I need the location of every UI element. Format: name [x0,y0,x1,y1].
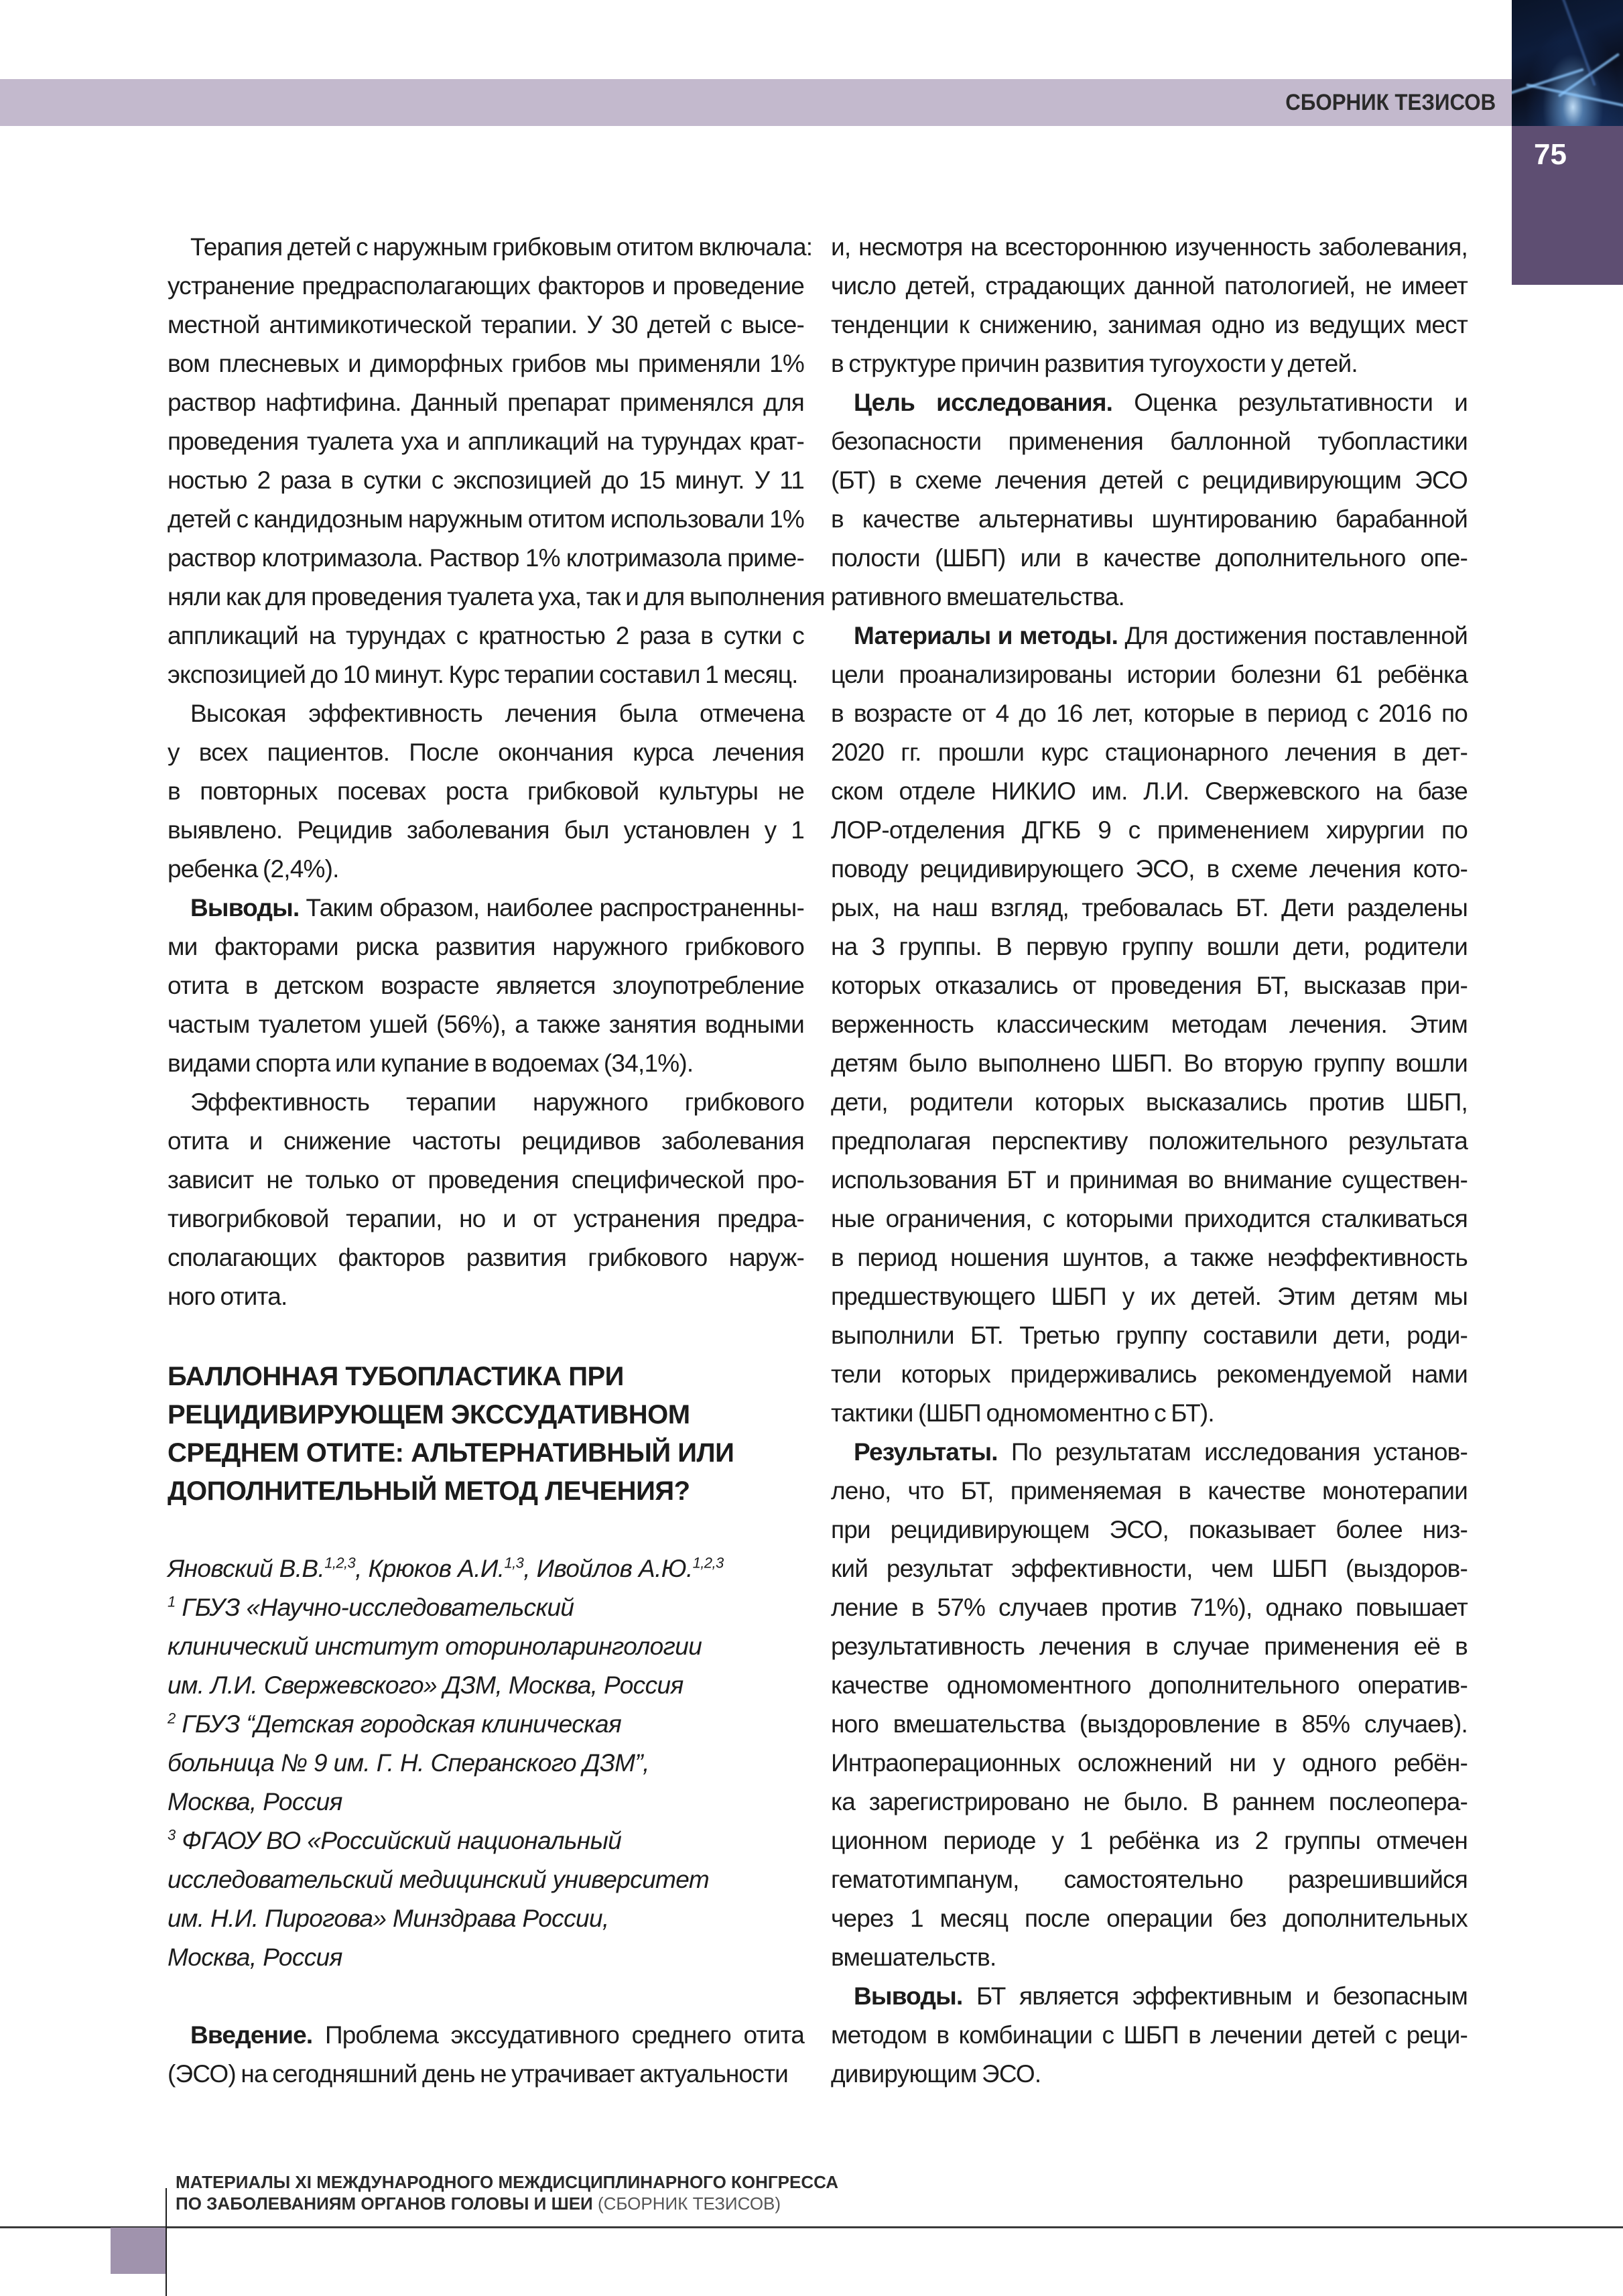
affiliation-text: им. Н.И. Пирогова» Минздрава России, [168,1905,609,1932]
affiliation-line [168,1860,804,1899]
text-line: в структуре причин развития тугоухости у детей. [831,350,1358,377]
affiliation-line [168,1705,804,1744]
affiliation-number: 2 [168,1710,176,1727]
affiliation-text: исследовательский медицинский университет [168,1866,710,1893]
section-lead: Введение. [190,2021,313,2049]
text-line: отита в детском возрасте является злоупотребление [168,972,804,999]
text-line [831,383,1468,422]
text-line: проведения туалета уха и аппликаций на турундах крат- [168,428,804,455]
text-line: тактики (ШБП одномоментно с БТ). [831,1399,1214,1427]
text-line: Интраоперационных осложнений ни у одного ребён- [831,1749,1468,1777]
text-line: зависит не только от проведения специфической про- [168,1166,804,1194]
running-header-title: СБОРНИК ТЕЗИСОВ [1285,90,1496,115]
text-line: ми факторами риска развития наружного грибкового [168,933,804,960]
text-line [168,2016,804,2055]
text-line: ностью 2 раза в сутки с экспозицией до 15 минут. У 11 [168,466,804,494]
footer-line-1: МАТЕРИАЛЫ XI МЕЖДУНАРОДНОГО МЕЖДИСЦИПЛИНАРНОГО КОНГРЕССА [176,2172,839,2192]
affiliation-number: 3 [168,1826,176,1844]
text-line: (ЭСО) на сегодняшний день не утрачивает актуальности [168,2060,788,2088]
paragraph-results [831,1433,1468,1977]
text-line: выполнили БТ. Третью группу составили дети, роди- [831,1322,1468,1349]
text-line: верженность классическим методам лечения. Этим [831,1011,1468,1038]
section-text: Оценка результативности и [1112,389,1468,416]
text-line: число детей, страдающих данной патологией, не имеет [831,272,1468,300]
text-line: поводу рецидивирующего ЭСО, в схеме лечения кото- [831,855,1468,883]
text-line: 2020 гг. прошли курс стационарного лечения в дет- [831,739,1468,766]
text-line: сполагающих факторов развития грибкового наруж- [168,1244,804,1271]
affiliation-line [168,1783,804,1822]
affiliation-line [168,1899,804,1938]
author-affiliation-ref: 1,2,3 [692,1554,724,1572]
text-line: вом плесневых и диморфных грибов мы применяли 1% [168,350,804,377]
text-line: в качестве альтернативы шунтированию барабанной [831,505,1468,533]
text-line: на 3 группы. В первую группу вошли дети, родители [831,933,1468,960]
footer-rule [0,2226,1623,2228]
affiliation-line [168,1666,804,1705]
right-column [831,228,1468,2094]
text-line: дети, родители которых высказались против ШБП, [831,1088,1468,1116]
authors-line: Яновский В.В.$^{1,2,3}$, Крюков А.И.$^{1,3}$, Ивойлов А.Ю.$^{1,2,3}$ [168,1554,724,1582]
text-line: раствор клотримазола. Раствор 1% клотримазола приме- [168,544,804,572]
text-line: тели которых придерживались рекомендуемой нами [831,1360,1468,1388]
text-line: ка зарегистрировано не было. В раннем послеопера- [831,1788,1468,1815]
text-line: Эффективность терапии наружного грибкового [190,1088,804,1116]
paragraph-conclusions [168,889,804,1083]
text-line: и, несмотря на всестороннюю изученность заболевания, [831,233,1468,261]
affiliation-text: ГБУЗ «Научно-исследовательский [182,1594,574,1621]
author-name: Яновский В.В. [168,1555,325,1582]
affiliation-text: клинический институт оториноларингологии [168,1633,702,1660]
text-line: раствор нафтифина. Данный препарат применялся для [168,389,804,416]
affiliation-number: 1 [168,1593,176,1610]
page-number: 75 [1534,138,1567,171]
section-lead: Результаты. [854,1438,998,1466]
text-line: которых отказались от проведения БТ, высказав при- [831,972,1468,999]
paragraph-therapy [168,228,825,694]
decorative-light-image [1512,0,1623,126]
text-line: частым туалетом ушей (56%), а также занятия водными [168,1011,804,1038]
text-line: местной антимикотической терапии. У 30 детей с высе- [168,311,804,338]
text-line: ративного вмешательства. [831,583,1124,611]
text-line: няли как для проведения туалета уха, так и для выполнения [168,583,825,611]
text-line: устранение предрасполагающих факторов и проведение [168,272,804,300]
footer-journal-title [176,2171,838,2214]
footer-line-2-note: (СБОРНИК ТЕЗИСОВ) [592,2193,781,2214]
section-lead: Материалы и методы. [854,622,1118,649]
text-line [831,617,1468,655]
text-line: детям было выполнено ШБП. Во вторую группу вошли [831,1049,1468,1077]
text-line: полости (ШБП) или в качестве дополнительного опе- [831,544,1468,572]
footer-line-2: ПО ЗАБОЛЕВАНИЯМ ОРГАНОВ ГОЛОВЫ И ШЕИ [176,2193,593,2214]
paragraph-conclusions-right [831,1977,1468,2094]
text-line: у всех пациентов. После окончания курса лечения [168,739,804,766]
section-lead: Выводы. [854,1982,963,2010]
text-line [831,1433,1468,1472]
text-line: дивирующим ЭСО. [831,2060,1041,2088]
text-line: качестве одномоментного дополнительного оператив- [831,1671,1468,1699]
text-line: методом в комбинации с ШБП в лечении детей с реци- [831,2021,1468,2049]
affiliation-text: Москва, Россия [168,1943,342,1971]
affiliation-text: ГБУЗ “Детская городская клиническая [182,1710,622,1738]
paragraph-introduction-cont [831,228,1468,383]
affiliation-line [168,1588,804,1627]
text-line: ционном периоде у 1 ребёнка из 2 группы отмечен [831,1827,1468,1854]
affiliation-line [168,1744,804,1783]
text-line: в период ношения шунтов, а также неэффективность [831,1244,1468,1271]
footer-color-block [111,2228,166,2274]
section-text: По результатам исследования установ- [997,1438,1468,1466]
section-text: Таким образом, наиболее распространенны- [299,894,804,921]
title-line: БАЛЛОННАЯ ТУБОПЛАСТИКА ПРИ [168,1362,624,1391]
section-lead: Выводы. [190,894,300,921]
affiliation-text: им. Л.И. Свержевского» ДЗМ, Москва, Россия [168,1671,684,1699]
text-line: через 1 месяц после операции без дополнительных [831,1905,1468,1932]
text-line: результативность лечения в случае применения её в [831,1633,1468,1660]
section-text: Проблема экссудативного среднего отита [312,2021,804,2049]
affiliation-line [168,1822,804,1860]
text-line: безопасности применения баллонной тубопластики [831,428,1468,455]
paragraph-effectiveness [168,1083,804,1316]
affiliation-text: больница № 9 им. Г. Н. Сперанского ДЗМ”, [168,1749,649,1777]
page-number-block [1512,126,1623,285]
paragraph-introduction [168,2016,804,2094]
text-line: Высокая эффективность лечения была отмечена [190,700,804,727]
text-line [831,1977,1468,2016]
running-header-bar [0,79,1512,126]
text-line: аппликаций на турундах с кратностью 2 раза в сутки с [168,622,804,649]
left-column [168,228,825,2094]
text-line: ребенка (2,4%). [168,855,339,883]
text-line: в повторных посевах роста грибковой культуры не [168,777,804,805]
text-line: ЛОР-отделения ДГКБ 9 с применением хирургии по [831,816,1468,844]
author-affiliation-ref: 1,2,3 [324,1554,356,1572]
affiliation-text: Москва, Россия [168,1788,342,1815]
text-line: ные ограничения, с которыми приходится сталкиваться [831,1205,1468,1232]
section-text: БТ является эффективным и безопасным [962,1982,1468,2010]
text-line: цели проанализированы истории болезни 61 ребёнка [831,661,1468,688]
footer-vertical-rule [166,2188,167,2296]
text-line: ском отделе НИКИО им. Л.И. Свержевского на базе [831,777,1468,805]
text-line: экспозицией до 10 минут. Курс терапии составил 1 месяц. [168,661,798,688]
text-line: видами спорта или купание в водоемах (34,1%). [168,1049,694,1077]
text-line: тенденции к снижению, занимая одно из ведущих мест [831,311,1468,338]
title-line: РЕЦИДИВИРУЮЩЕМ ЭКССУДАТИВНОМ [168,1400,690,1429]
paragraph-aim [831,383,1468,617]
text-line: рых, на наш взгляд, требовалась БТ. Дети разделены [831,894,1468,921]
text-line: предшествующего ШБП у их детей. Этим детям мы [831,1283,1468,1310]
title-line: СРЕДНЕМ ОТИТЕ: АЛЬТЕРНАТИВНЫЙ ИЛИ [168,1438,734,1468]
title-line: ДОПОЛНИТЕЛЬНЫЙ МЕТОД ЛЕЧЕНИЯ? [168,1476,690,1506]
affiliation-text: ФГАОУ ВО «Российский национальный [182,1827,622,1854]
article-title [168,1358,804,1511]
text-line: детей с кандидозным наружным отитом использовали 1% [168,505,804,533]
text-line: тивогрибковой терапии, но и от устранения предра- [168,1205,804,1232]
text-line: гематотимпанум, самостоятельно разрешившийся [831,1866,1468,1893]
paragraph-methods [831,617,1468,1433]
text-line: выявлено. Рецидив заболевания был установлен у 1 [168,816,804,844]
author-name: Ивойлов А.Ю. [536,1555,693,1582]
text-line: ного вмешательства (выздоровление в 85% случаев). [831,1710,1468,1738]
text-line: вмешательств. [831,1943,996,1971]
text-line: в возрасте от 4 до 16 лет, которые в период с 2016 по [831,700,1468,727]
text-line: при рецидивирующем ЭСО, показывает более низ- [831,1516,1468,1543]
affiliation-line [168,1627,804,1666]
affiliation-line [168,1938,804,1977]
author-name: Крюков А.И. [368,1555,505,1582]
text-line: Терапия детей с наружным грибковым отитом включала: [190,233,813,261]
text-line: (БТ) в схеме лечения детей с рецидивирующим ЭСО [831,466,1468,494]
text-line [168,889,804,928]
text-line: ного отита. [168,1283,287,1310]
text-line: кий результат эффективности, чем ШБП (выздоров- [831,1555,1468,1582]
text-line: предполагая перспективу положительного результата [831,1127,1468,1155]
text-line: отита и снижение частоты рецидивов заболевания [168,1127,804,1155]
text-line: лено, что БТ, применяемая в качестве монотерапии [831,1477,1468,1505]
text-line: использования БТ и принимая во внимание существен- [831,1166,1468,1194]
text-line: ление в 57% случаев против 71%), однако повышает [831,1594,1468,1621]
paragraph-efficacy [168,694,804,889]
authors-affiliations [168,1549,804,1977]
section-lead: Цель исследования. [854,389,1113,416]
author-affiliation-ref: 1,3 [504,1554,524,1572]
section-text: Для достижения поставленной [1118,622,1468,649]
